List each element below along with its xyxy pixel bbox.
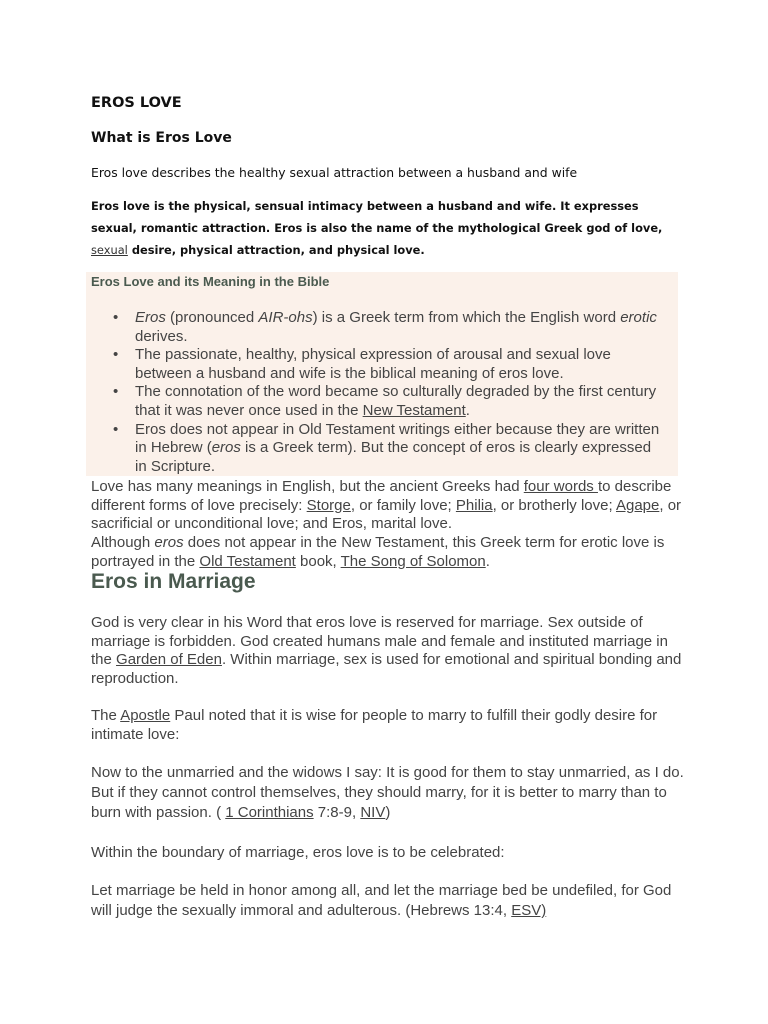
love-words-paragraph: Love has many meanings in English, but the ancient Greeks had four words to describe different forms of love precisely: Storge, or family love; Philia, or brotherly love; Agape, or sacrificial or unconditional love; and Eros, marital love. [91, 478, 682, 533]
section-heading-what-is-eros: What is Eros Love [91, 130, 232, 146]
definition-paragraph: Eros love is the physical, sensual intimacy between a husband and wife. It expresses sexual, romantic attraction. Eros is also the name of the mythological Greek god of love, sexual desire, physical attraction, and physical love. [91, 199, 663, 257]
list-item: • Eros does not appear in Old Testament writings either because they are written in Hebrew (eros is a Greek term). But the concept of eros is clearly expressed in Scripture. [113, 421, 663, 477]
list-item: • The connotation of the word became so culturally degraded by the first century that it was never once used in the New Testament. [113, 383, 663, 420]
marriage-paragraph: God is very clear in his Word that eros love is reserved for marriage. Sex outside of marriage is forbidden. God created humans male and female and instituted marriage in the Garden of Eden. Within marriage, sex is used for emotional and spiritual bonding and reproduction. [91, 614, 682, 687]
meaning-bullet-list [113, 309, 663, 476]
link-esv[interactable]: ESV) [511, 902, 547, 919]
intro-text: Eros love describes the healthy sexual attraction between a husband and wife [91, 165, 578, 180]
link-niv[interactable]: NIV [360, 804, 386, 821]
link-song-of-solomon[interactable]: The Song of Solomon [340, 552, 486, 570]
page-title: EROS LOVE [91, 95, 182, 111]
list-item: • The passionate, healthy, physical expression of arousal and sexual love between a husband and wife is the biblical meaning of eros love. [113, 346, 663, 383]
boundary-paragraph: Within the boundary of marriage, eros love is to be celebrated: [91, 844, 505, 861]
section-heading-eros-in-marriage: Eros in Marriage [91, 570, 256, 593]
section-heading-meaning: Eros Love and its Meaning in the Bible [91, 274, 330, 289]
list-item: • Eros (pronounced AIR-ohs) is a Greek term from which the English word erotic derives. [113, 309, 663, 346]
link-old-testament[interactable]: Old Testament [199, 552, 296, 570]
corinthians-quote: Now to the unmarried and the widows I say: It is good for them to stay unmarried, as I do. But if they cannot control themselves, they should marry, for it is better to marry than to burn with passion. ( 1 Corinthians 7:8-9, NIV) [91, 764, 684, 821]
link-garden-of-eden[interactable]: Garden of Eden [116, 651, 222, 669]
link-new-testament[interactable]: New Testament [362, 401, 466, 419]
link-apostle[interactable]: Apostle [120, 707, 171, 724]
link-four-words[interactable]: four words [523, 478, 598, 495]
link-sexual[interactable]: sexual [91, 243, 128, 257]
link-philia[interactable]: Philia [455, 496, 493, 514]
link-1-corinthians[interactable]: 1 Corinthians [225, 804, 314, 821]
although-paragraph: Although eros does not appear in the New Testament, this Greek term for erotic love is portrayed in the Old Testament book, The Song of Solomon. [91, 534, 665, 570]
hebrews-quote: Let marriage be held in honor among all, and let the marriage bed be undefiled, for God will judge the sexually immoral and adulterous. (Hebrews 13:4, ESV) [91, 882, 672, 919]
link-agape[interactable]: Agape [615, 496, 660, 514]
apostle-paragraph: The Apostle Paul noted that it is wise for people to marry to fulfill their godly desire for intimate love: [91, 707, 658, 743]
link-storge[interactable]: Storge [306, 496, 351, 514]
